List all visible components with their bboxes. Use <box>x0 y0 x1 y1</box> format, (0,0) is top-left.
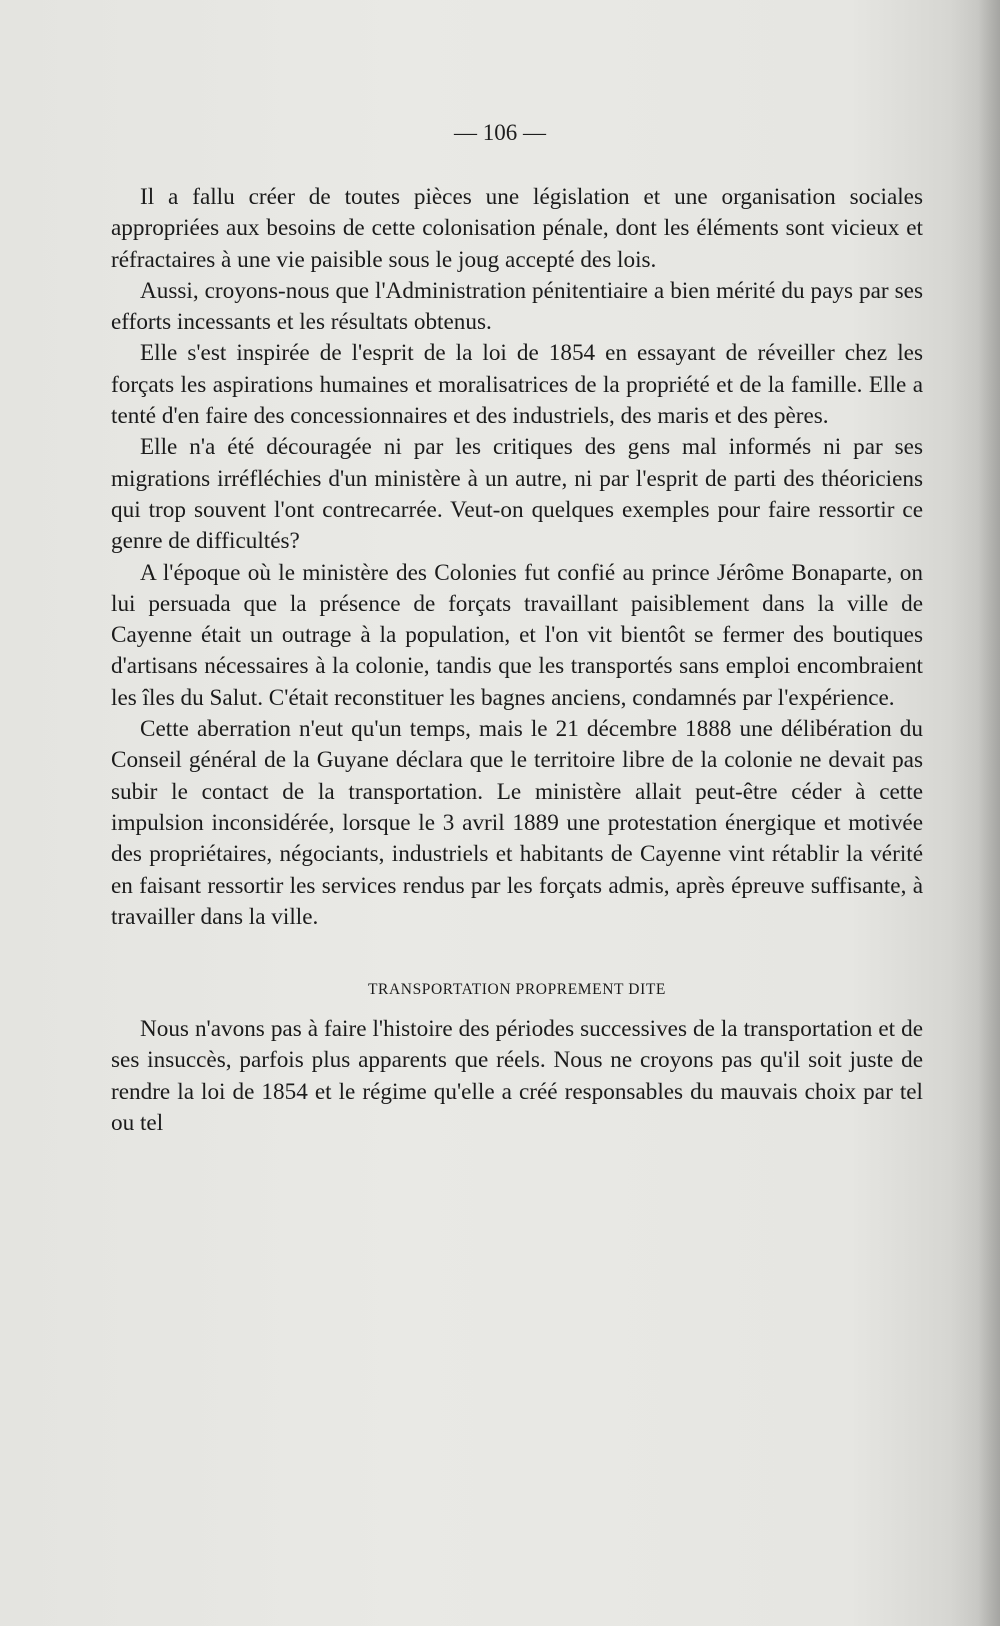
paragraph-4: Elle n'a été découragée ni par les critiques des gens mal informés ni par ses migrations irréfléchies d'un ministère à un autre, ni par l'esprit de parti des théoriciens qui trop souvent l'ont contrecarrée. Veut-on quelques exemples pour faire ressortir ce genre de difficultés? <box>111 434 923 555</box>
paragraph-1: Il a fallu créer de toutes pièces une législation et une organisation sociales appropriées aux besoins de cette colonisation pénale, dont les éléments sont vicieux et réfractaires à une vie paisible sous le joug accepté des lois. <box>111 184 923 273</box>
page-number: — 106 — <box>454 120 546 145</box>
paragraph-3: Elle s'est inspirée de l'esprit de la loi de 1854 en essayant de réveiller chez les forçats les aspirations humaines et moralisatrices de la propriété et de la famille. Elle a tenté d'en faire des concessionnaires et des industriels, des maris et des pères. <box>111 340 923 430</box>
section-paragraph: Nous n'avons pas à faire l'histoire des périodes successives de la transportation et de ses insuccès, parfois plus apparents que réels. Nous ne croyons pas qu'il soit juste de rendre la loi de 1854 et le régime qu'elle a créé responsables du mauvais choix par tel ou tel <box>111 1016 923 1137</box>
paragraph-5: A l'époque où le ministère des Colonies fut confié au prince Jérôme Bonaparte, on lui persuada que la présence de forçats travaillant paisiblement dans la ville de Cayenne était un outrage à la population, et l'on vit bientôt se fermer des boutiques d'artisans nécessaires à la colonie, tandis que les transportés sans emploi encombraient les îles du Salut. C'était reconstituer les bagnes anciens, condamnés par l'expérience. <box>111 559 923 711</box>
paragraph-6: Cette aberration n'eut qu'un temps, mais le 21 décembre 1888 une délibération du Conseil général de la Guyane déclara que le territoire libre de la colonie ne devait pas subir le contact de la transportation. Le ministère allait peut-être céder à cette impulsion inconsidérée, lorsque le 3 avril 1889 une protestation énergique et motivée des propriétaires, négociants, industriels et habitants de Cayenne vint rétablir la vérité en faisant ressortir les services rendus par les forçats admis, après épreuve suffisante, à travailler dans la ville. <box>111 716 923 930</box>
body-text <box>111 182 923 1139</box>
page-edge-shadow <box>978 0 1000 1626</box>
paragraph-2: Aussi, croyons-nous que l'Administration pénitentiaire a bien mérité du pays par ses efforts incessants et les résultats obtenus. <box>111 277 923 336</box>
section-heading: TRANSPORTATION PROPREMENT DITE <box>367 981 666 999</box>
